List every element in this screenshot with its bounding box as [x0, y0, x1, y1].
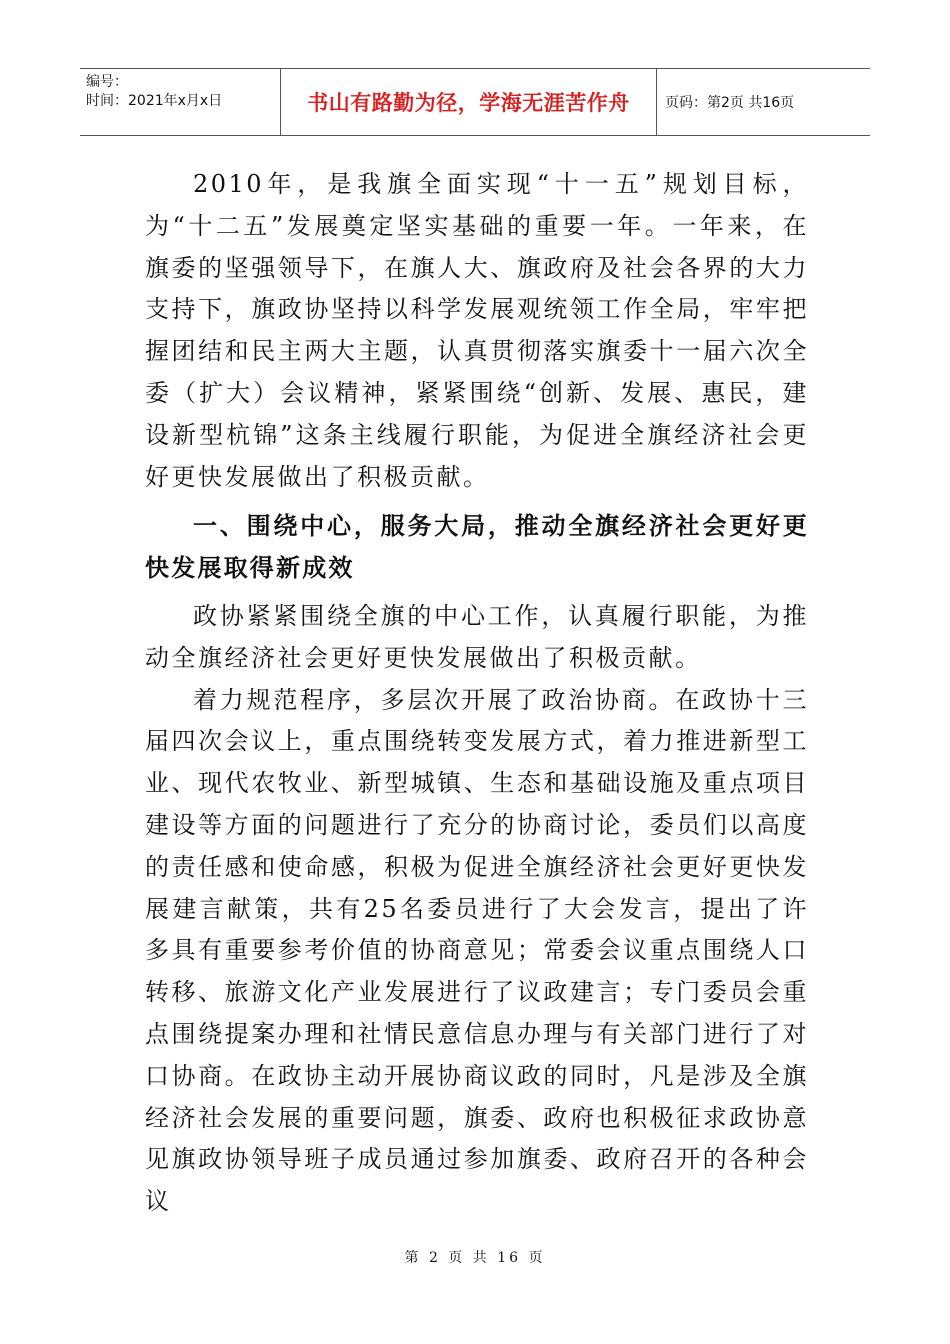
document-body — [145, 164, 809, 1223]
paragraph-intro: 2010年，是我旗全面实现“十一五”规划目标，为“十二五”发展奠定坚实基础的重要一年。一年来，在旗委的坚强领导下，在旗人大、旗政府及社会各界的大力支持下，旗政协坚持以科学发展观统领工作全局，牢牢把握团结和民主两大主题，认真贯彻落实旗委十一届六次全委（扩大）会议精神，紧紧围绕“创新、发展、惠民，建设新型杭锦”这条主线履行职能，为促进全旗经济社会更好更快发展做出了积极贡献。 — [145, 170, 809, 491]
header-page-info: 页码：第2页 共16页 — [665, 95, 795, 111]
page-footer: 第 2 页 共 16 页 — [404, 1250, 546, 1266]
paragraph-section-1-summary: 政协紧紧围绕全旗的中心工作，认真履行职能，为推动全旗经济社会更好更快发展做出了积极贡献。 — [145, 601, 809, 672]
time-label: 时间：2021年x月x日 — [86, 93, 223, 109]
section-heading-1: 一、围绕中心，服务大局，推动全旗经济社会更好更快发展取得新成效 — [145, 512, 809, 583]
serial-number-label: 编号： — [86, 74, 128, 90]
header-motto: 书山有路勤为径，学海无涯苦作舟 — [281, 69, 657, 135]
paragraph-political-consultation: 着力规范程序，多层次开展了政治协商。在政协十三届四次会议上，重点围绕转变发展方式，着力推进新型工业、现代农牧业、新型城镇、生态和基础设施及重点项目建设等方面的问题进行了充分的协商讨论，委员们以高度的责任感和使命感，积极为促进全旗经济社会更好更快发展建言献策，共有25名委员进行了大会发言，提出了许多具有重要参考价值的协商意见；常委会议重点围绕人口转移、旅游文化产业发展进行了议政建言；专门委员会重点围绕提案办理和社情民意信息办理与有关部门进行了对口协商。在政协主动开展协商议政的同时，凡是涉及全旗经济社会发展的重要问题，旗委、政府也积极征求政协意见旗政协领导班子成员通过参加旗委、政府召开的各种会议 — [145, 685, 809, 1216]
page-header — [80, 68, 870, 136]
header-meta — [80, 69, 281, 135]
